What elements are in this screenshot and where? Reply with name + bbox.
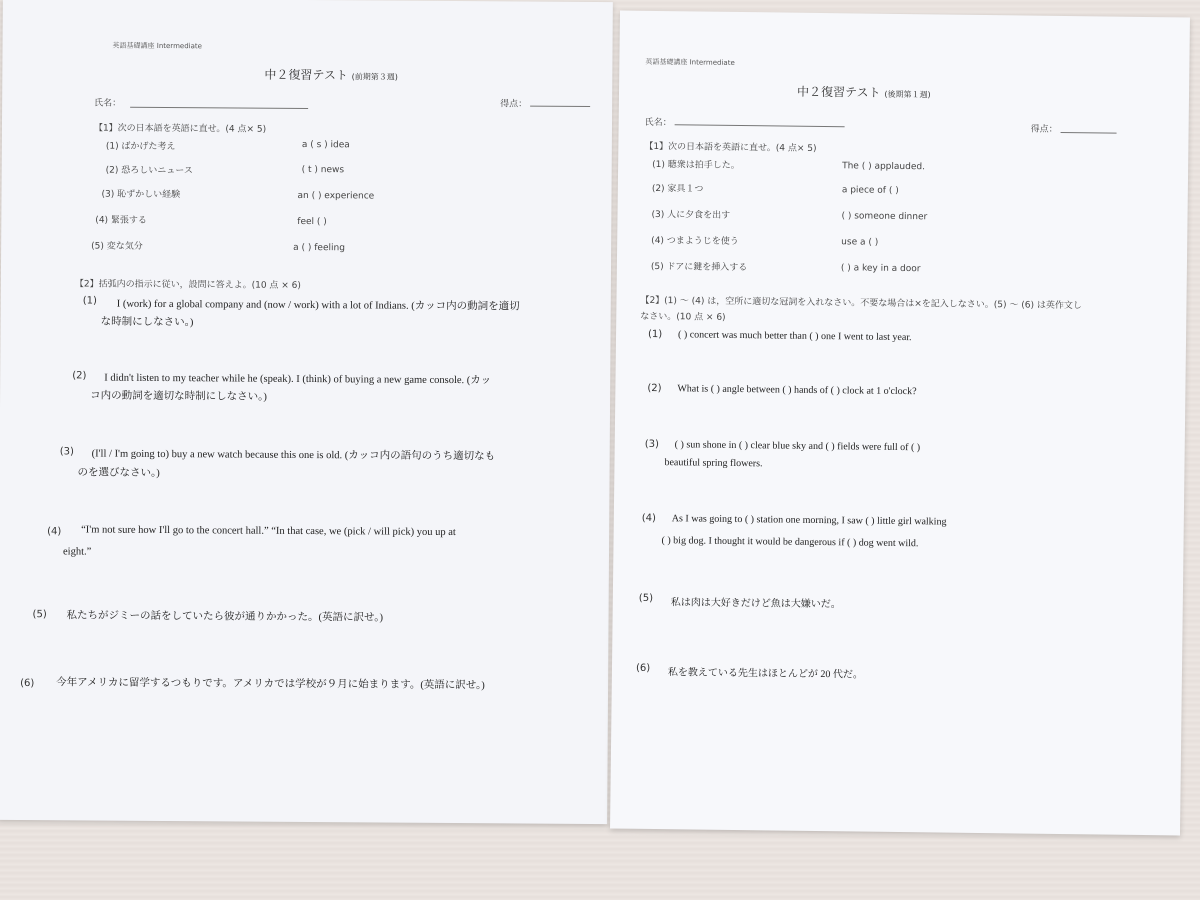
score-line (1061, 132, 1117, 134)
name-line (130, 107, 308, 109)
section2-heading-cont: なさい。(10 点 × 6) (640, 311, 726, 323)
sec1-item-en: a piece of ( ) (841, 185, 899, 196)
course-label: 英語基礎講座 Intermediate (112, 41, 202, 51)
name-label: 氏名： (644, 117, 672, 129)
question-number: (6) (20, 678, 35, 690)
name-label: 氏名： (94, 98, 122, 109)
question-number: (1) (82, 295, 97, 307)
question-text: ( ) concert was much better than ( ) one I went to last year. (677, 329, 912, 344)
sec1-item-en: The ( ) applauded. (842, 161, 926, 173)
section2-heading: 【2】括弧内の指示に従い，設問に答えよ。(10 点 × 6) (74, 279, 301, 291)
question-text-cont: ( ) big dog. I thought it would be dangerous if ( ) dog went wild. (661, 535, 919, 550)
sec1-item-jp: (1) 聴衆は拍手した。 (652, 159, 740, 172)
sec1-item-en: a ( s ) idea (301, 139, 350, 151)
question-text: “I'm not sure how I'll go to the concert hall.” “In that case, we (pick / will pick) you up at (81, 524, 456, 539)
question-text: ( ) sun shone in ( ) clear blue sky and ( ) fields were full of ( ) (674, 439, 921, 454)
question-text: (I'll / I'm going to) buy a new watch because this one is old. (カッコ内の語句のうち適切なも (91, 448, 496, 463)
test-sheet-left (0, 0, 613, 824)
question-number: (5) (638, 592, 654, 604)
question-number: (6) (635, 662, 651, 674)
sec1-item-en: feel ( ) (297, 216, 327, 228)
section2-heading: 【2】(1) 〜 (4) は，空所に適切な冠詞を入れなさい。不要な場合は×を記入しなさい。(5) 〜 (6) は英作文し (640, 295, 1082, 312)
sec1-item-jp: (2) 恐ろしいニュース (105, 165, 193, 177)
sec1-item-jp: (4) 緊張する (95, 215, 147, 226)
question-number: (4) (641, 512, 657, 525)
title-sub: (前期第３週) (351, 72, 398, 82)
question-text: 今年アメリカに留学するつもりです。アメリカでは学校が９月に始まります。(英語に訳せ。) (56, 677, 485, 692)
course-label: 英語基礎講座 Intermediate (645, 57, 735, 67)
question-text: I didn't listen to my teacher while he (speak). I (think) of buying a new game console. (カッ (104, 372, 492, 387)
title-main: 中２復習テスト (796, 84, 881, 100)
sec1-item-en: ( ) someone dinner (841, 211, 928, 223)
question-text-cont: eight.” (62, 546, 92, 558)
sec1-item-jp: (5) 変な気分 (91, 241, 143, 252)
question-number: (5) (32, 609, 47, 621)
question-text: What is ( ) angle between ( ) hands of ( ) clock at 1 o'clock? (677, 383, 917, 398)
sec1-item-en: use a ( ) (841, 237, 879, 248)
question-text-cont: な時制にしなさい。) (100, 316, 194, 329)
sec1-item-jp: (3) 人に夕食を出す (651, 209, 731, 221)
sec1-item-jp: (2) 家具１つ (651, 183, 704, 195)
title-main: 中２復習テスト (264, 67, 348, 83)
question-number: (2) (647, 382, 662, 395)
test-sheet-right (610, 11, 1190, 836)
title-sub: (後期第１週) (884, 89, 931, 100)
question-text-cont: コ内の動詞を適切な時制にしなさい。) (90, 390, 267, 403)
sheet-title (797, 83, 931, 102)
sec1-item-jp: (3) 恥ずかしい経験 (101, 189, 181, 201)
score-label: 得点： (500, 99, 528, 110)
question-number: (3) (59, 446, 74, 458)
section1-heading: 【1】次の日本語を英語に直せ。(4 点× 5) (93, 123, 267, 135)
question-text: As I was going to ( ) station one morning, I saw ( ) little girl walking (671, 513, 947, 528)
question-text: 私は肉は大好きだけど魚は大嫌いだ。 (670, 597, 841, 611)
sec1-item-jp: (4) つまようじを使う (651, 235, 739, 248)
question-text-cont: beautiful spring flowers. (664, 457, 763, 470)
question-number: (1) (647, 328, 663, 341)
sec1-item-jp: (5) ドアに鍵を挿入する (650, 261, 748, 274)
sec1-item-en: a ( ) feeling (293, 242, 345, 254)
name-line (675, 124, 845, 127)
score-label: 得点： (1030, 124, 1058, 135)
section1-heading: 【1】次の日本語を英語に直せ。(4 点× 5) (644, 141, 817, 154)
sec1-item-jp: (1) ばかげた考え (105, 141, 176, 153)
question-number: (3) (644, 438, 659, 451)
sec1-item-en: an ( ) experience (297, 190, 375, 202)
sheet-title (264, 66, 398, 84)
sec1-item-en: ( t ) news (301, 164, 345, 176)
question-number: (4) (47, 526, 62, 538)
sec1-item-en: ( ) a key in a door (840, 263, 921, 275)
question-number: (2) (72, 370, 87, 382)
question-text-cont: のを選びなさい。) (77, 467, 160, 479)
question-text: I (work) for a global company and (now / work) with a lot of Indians. (カッコ内の動詞を適切 (116, 298, 520, 313)
question-text: 私たちがジミーの話をしていたら彼が通りかかった。(英語に訳せ。) (66, 610, 384, 624)
question-text: 私を教えている先生はほとんどが 20 代だ。 (667, 667, 863, 681)
score-line (530, 106, 590, 107)
